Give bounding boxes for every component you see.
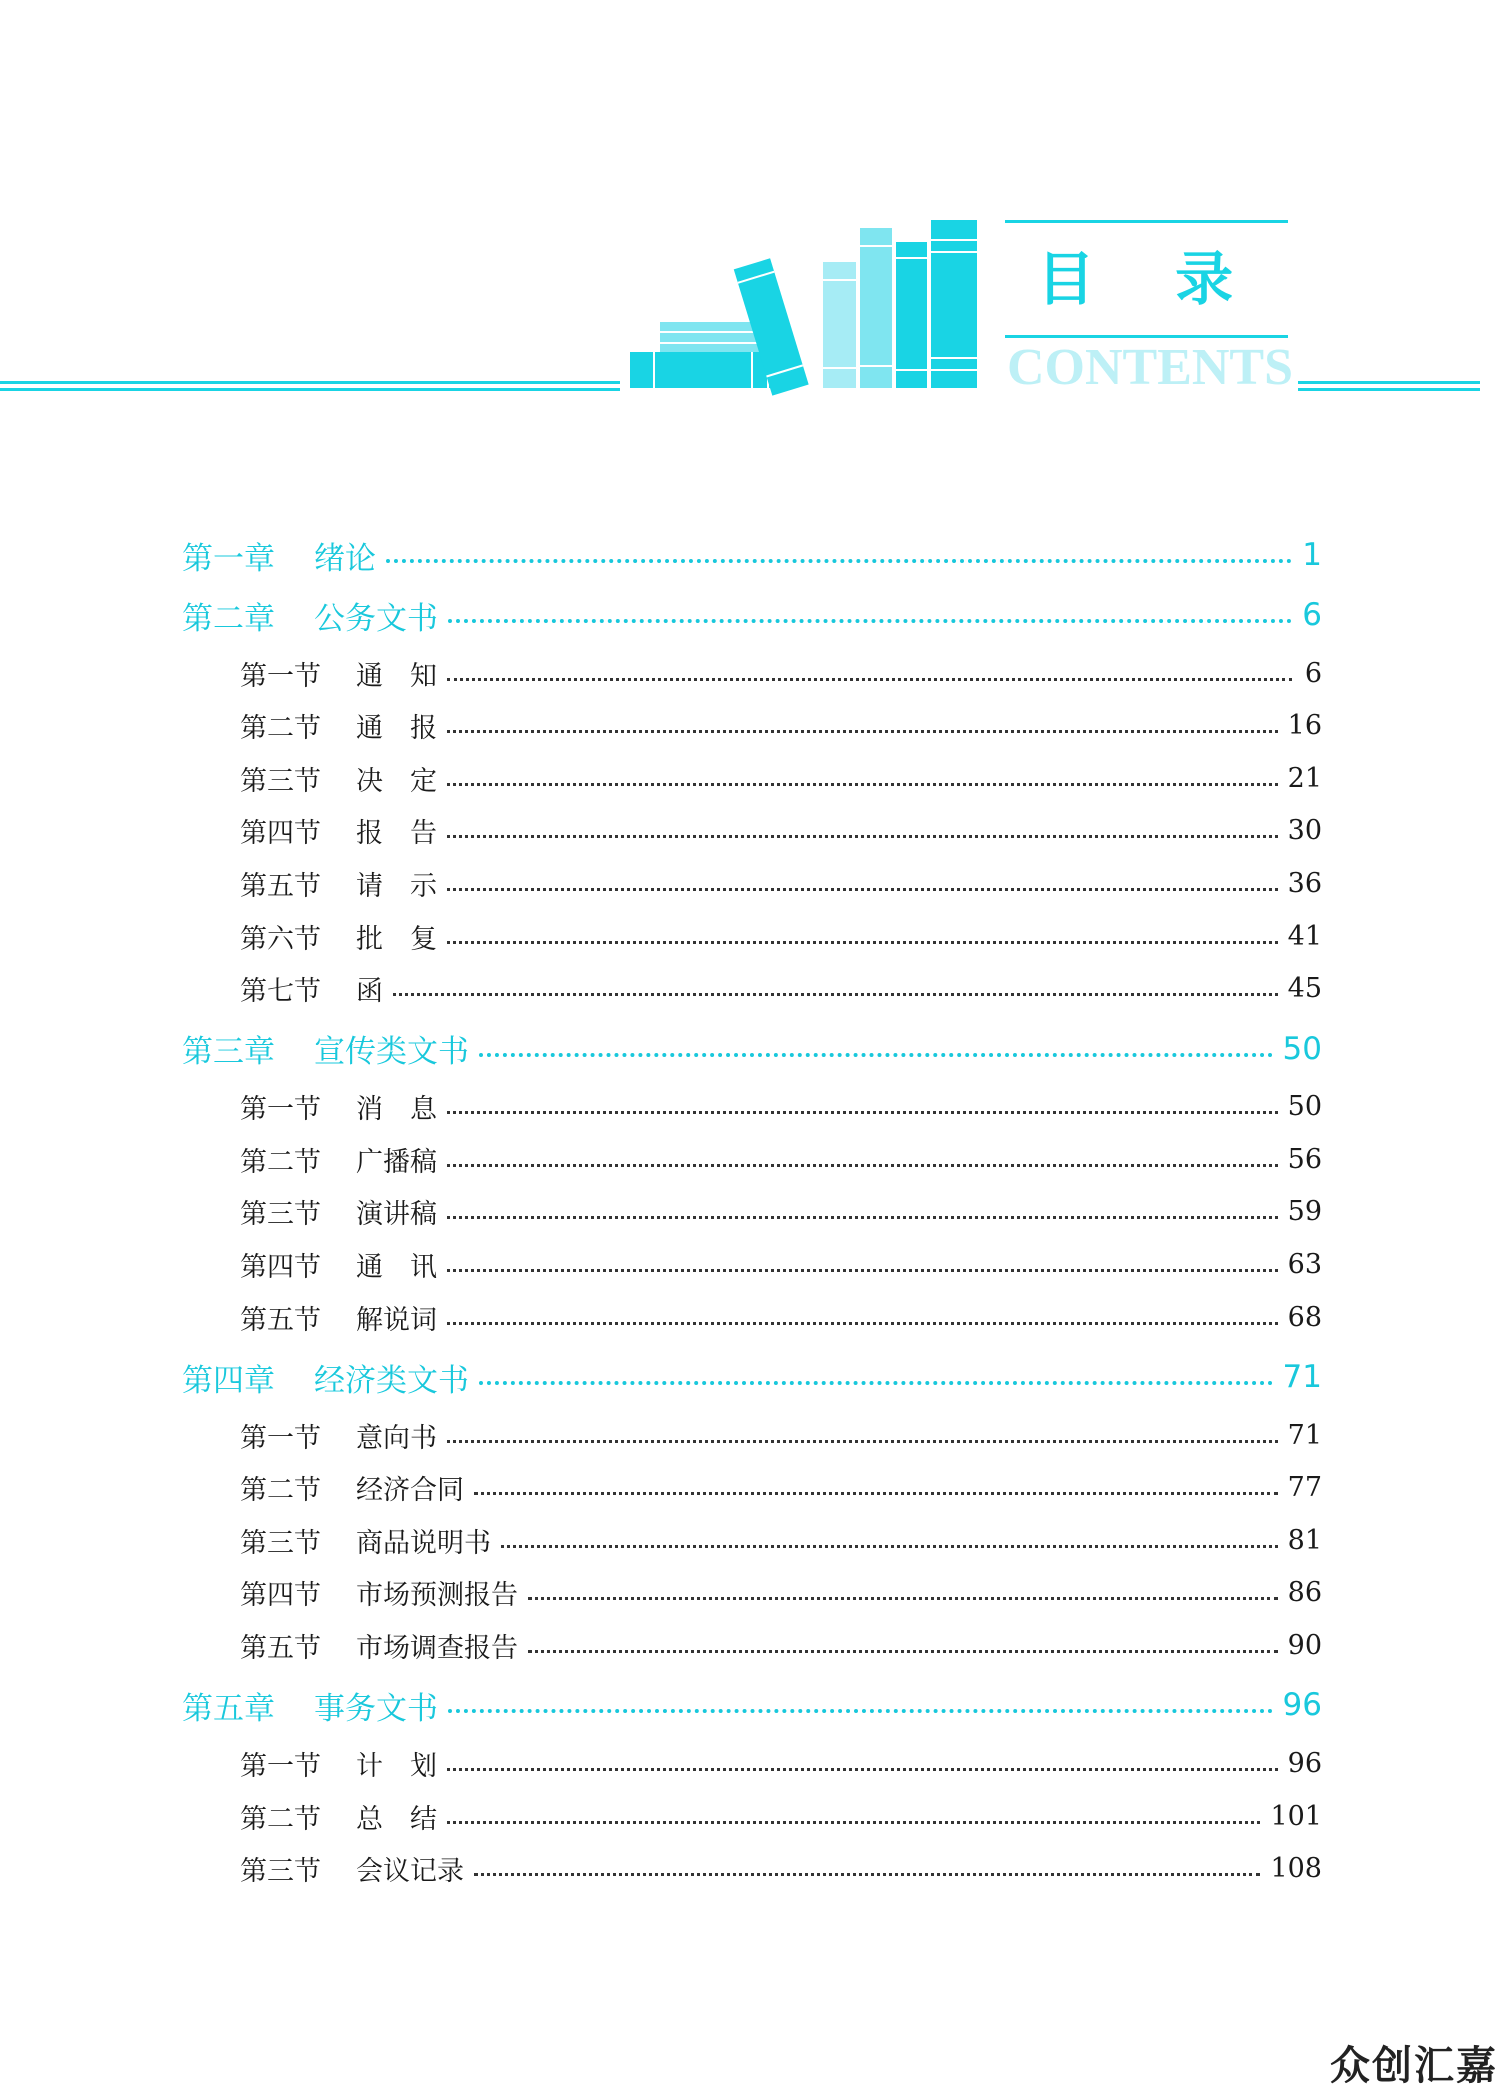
toc-section-row[interactable]: [240, 1522, 1322, 1558]
watermark: 众创汇嘉: [1330, 2043, 1498, 2089]
chapter-number: 第四章: [182, 1362, 275, 1399]
chapter-page-number: 6: [1302, 597, 1322, 633]
section-title: 市场调查报告: [356, 1632, 518, 1664]
dot-leader: [447, 730, 1278, 733]
toc-section-row[interactable]: [240, 1299, 1322, 1335]
section-page-number: 41: [1287, 920, 1322, 952]
chapter-title: 事务文书: [314, 1690, 438, 1727]
chapter-title: 经济类文书: [314, 1362, 469, 1399]
dot-leader: [528, 1597, 1278, 1600]
dot-leader: [447, 1111, 1278, 1114]
dot-leader: [474, 1873, 1260, 1876]
toc-section-row[interactable]: [240, 1470, 1322, 1506]
section-page-number: 86: [1287, 1577, 1322, 1609]
dot-leader: [447, 1164, 1278, 1167]
chapter-title: 宣传类文书: [314, 1034, 469, 1071]
section-title: 计 划: [356, 1750, 437, 1782]
toc-section-row[interactable]: [240, 1194, 1322, 1230]
dot-leader: [393, 993, 1278, 996]
section-title: 消 息: [356, 1094, 437, 1126]
left-rule: [0, 381, 620, 391]
section-page-number: 21: [1287, 762, 1322, 794]
section-number: 第一节: [240, 1094, 321, 1126]
section-number: 第五节: [240, 870, 321, 902]
toc-section-row[interactable]: [240, 1246, 1322, 1282]
section-title: 演讲稿: [356, 1199, 437, 1231]
dot-leader: [447, 941, 1278, 944]
section-title: 市场预测报告: [356, 1580, 518, 1612]
toc-chapter-row[interactable]: [182, 535, 1322, 575]
dot-leader: [447, 835, 1278, 838]
section-title: 总 结: [356, 1803, 437, 1835]
page-subtitle: CONTENTS: [1006, 339, 1294, 396]
dot-leader: [447, 783, 1278, 786]
section-title: 意向书: [356, 1422, 437, 1454]
dot-leader: [448, 619, 1292, 623]
section-page-number: 59: [1287, 1196, 1322, 1228]
title-top-rule: [1005, 220, 1288, 223]
section-title: 函: [356, 976, 383, 1008]
section-number: 第六节: [240, 923, 321, 955]
dot-leader: [474, 1492, 1278, 1495]
section-number: 第二节: [240, 1803, 321, 1835]
section-title: 请 示: [356, 870, 437, 902]
chapter-number: 第五章: [182, 1690, 275, 1727]
dot-leader: [386, 559, 1292, 563]
section-page-number: 63: [1287, 1248, 1322, 1280]
toc-section-row[interactable]: [240, 1745, 1322, 1781]
section-title: 经济合同: [356, 1475, 464, 1507]
section-number: 第三节: [240, 765, 321, 797]
section-page-number: 68: [1287, 1301, 1322, 1333]
toc-section-row[interactable]: [240, 1141, 1322, 1177]
dot-leader: [447, 678, 1292, 681]
section-number: 第二节: [240, 1146, 321, 1178]
section-page-number: 101: [1270, 1800, 1322, 1832]
dot-leader: [447, 1269, 1278, 1272]
page-title: 目 录: [1036, 245, 1264, 313]
section-title: 批 复: [356, 923, 437, 955]
toc-section-row[interactable]: [240, 865, 1322, 901]
dot-leader: [447, 1322, 1278, 1325]
section-number: 第四节: [240, 1580, 321, 1612]
toc-section-row[interactable]: [240, 918, 1322, 954]
section-number: 第七节: [240, 976, 321, 1008]
section-page-number: 56: [1287, 1143, 1322, 1175]
section-page-number: 6: [1304, 657, 1322, 689]
section-number: 第五节: [240, 1632, 321, 1664]
section-page-number: 81: [1287, 1524, 1322, 1556]
books-icon: [630, 220, 977, 396]
dot-leader: [447, 1440, 1278, 1443]
toc-chapter-row[interactable]: [182, 1685, 1322, 1725]
chapter-title: 公务文书: [314, 600, 438, 637]
dot-leader: [447, 1216, 1278, 1219]
section-number: 第三节: [240, 1527, 321, 1559]
section-number: 第一节: [240, 660, 321, 692]
section-page-number: 108: [1270, 1853, 1322, 1885]
chapter-title: 绪论: [314, 540, 376, 577]
toc-section-row[interactable]: [240, 708, 1322, 744]
section-number: 第三节: [240, 1199, 321, 1231]
toc-section-row[interactable]: [240, 971, 1322, 1007]
dot-leader: [448, 1709, 1273, 1713]
section-number: 第四节: [240, 1251, 321, 1283]
section-page-number: 90: [1287, 1629, 1322, 1661]
dot-leader: [447, 1821, 1260, 1824]
toc-section-row[interactable]: [240, 1417, 1322, 1453]
section-page-number: 30: [1287, 815, 1322, 847]
toc-section-row[interactable]: [240, 1575, 1322, 1611]
section-number: 第五节: [240, 1304, 321, 1336]
section-number: 第二节: [240, 713, 321, 745]
section-title: 会议记录: [356, 1856, 464, 1888]
chapter-page-number: 50: [1282, 1030, 1322, 1067]
chapter-number: 第一章: [182, 540, 275, 577]
chapter-number: 第二章: [182, 600, 275, 637]
section-title: 通 报: [356, 713, 437, 745]
right-rule: [1298, 381, 1480, 391]
section-title: 报 告: [356, 818, 437, 850]
chapter-page-number: 1: [1302, 537, 1322, 573]
section-page-number: 77: [1287, 1472, 1322, 1504]
section-title: 商品说明书: [356, 1527, 491, 1559]
section-title: 通 知: [356, 660, 437, 692]
dot-leader: [447, 888, 1278, 891]
section-number: 第四节: [240, 818, 321, 850]
toc-section-row[interactable]: [240, 1089, 1322, 1125]
dot-leader: [479, 1053, 1273, 1057]
section-number: 第一节: [240, 1422, 321, 1454]
section-page-number: 71: [1287, 1419, 1322, 1451]
toc-chapter-row[interactable]: [182, 595, 1322, 635]
section-title: 决 定: [356, 765, 437, 797]
toc-section-row[interactable]: [240, 655, 1322, 691]
section-page-number: 50: [1287, 1091, 1322, 1123]
section-number: 第三节: [240, 1856, 321, 1888]
section-page-number: 36: [1287, 867, 1322, 899]
toc-section-row[interactable]: [240, 813, 1322, 849]
section-page-number: 45: [1287, 973, 1322, 1005]
section-title: 广播稿: [356, 1146, 437, 1178]
toc-section-row[interactable]: [240, 760, 1322, 796]
dot-leader: [447, 1768, 1278, 1771]
section-number: 第一节: [240, 1750, 321, 1782]
toc-section-row[interactable]: [240, 1851, 1322, 1887]
section-title: 解说词: [356, 1304, 437, 1336]
dot-leader: [479, 1381, 1273, 1385]
toc-section-row[interactable]: [240, 1798, 1322, 1834]
toc-chapter-row[interactable]: [182, 1357, 1322, 1397]
chapter-number: 第三章: [182, 1034, 275, 1071]
toc-chapter-row[interactable]: [182, 1029, 1322, 1069]
section-page-number: 16: [1287, 710, 1322, 742]
section-number: 第二节: [240, 1475, 321, 1507]
toc-section-row[interactable]: [240, 1627, 1322, 1663]
chapter-page-number: 71: [1282, 1359, 1322, 1395]
section-page-number: 96: [1287, 1747, 1322, 1779]
section-title: 通 讯: [356, 1251, 437, 1283]
dot-leader: [528, 1650, 1278, 1653]
dot-leader: [501, 1545, 1278, 1548]
chapter-page-number: 96: [1282, 1687, 1322, 1724]
title-bottom-rule: [1005, 335, 1288, 338]
